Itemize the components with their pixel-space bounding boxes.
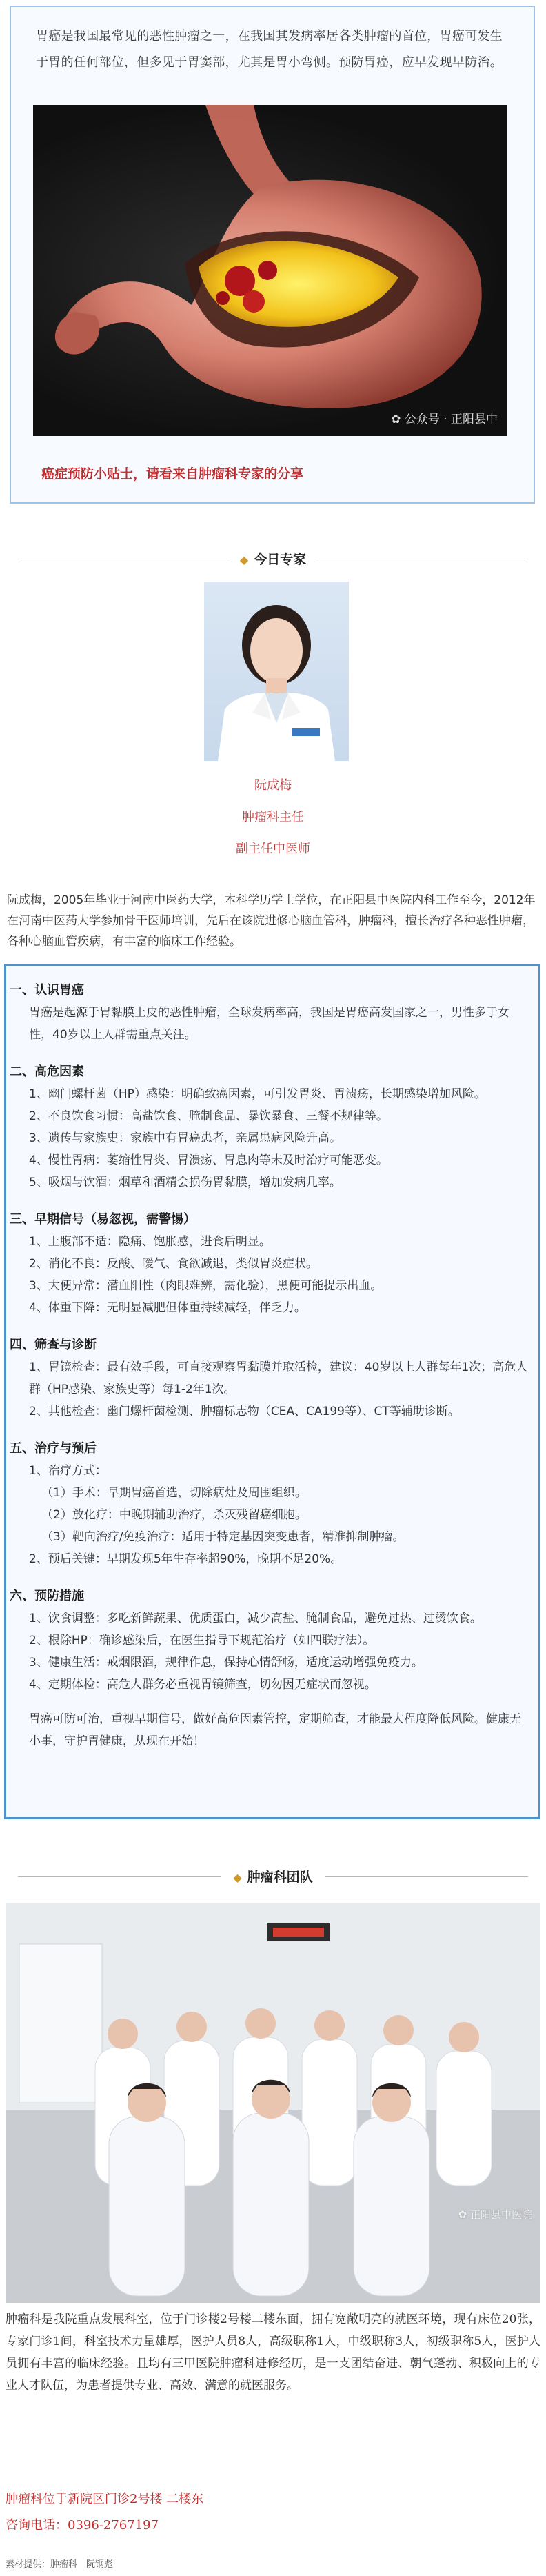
section-heading: 三、早期信号（易忽视，需警惕） [10, 1212, 196, 1227]
section-line: 1、治疗方式： [29, 1464, 107, 1478]
section-line: （1）手术：早期胃癌首选，切除病灶及周围组织。 [41, 1486, 307, 1500]
section-line: 3、大便异常：潜血阳性（肉眼难辨，需化验），黑便可能提示出血。 [29, 1279, 383, 1293]
stomach-illustration [33, 105, 507, 436]
section-line: 2、其他检查：幽门螺杆菌检测、肿瘤标志物（CEA、CA199等）、CT等辅助诊断。 [29, 1405, 460, 1418]
footer-source: 素材提供：肿瘤科 阮钢彪 [6, 2559, 114, 2570]
wechat-watermark: ✿ 公众号 · 正阳县中 [391, 413, 498, 426]
section-line: （2）放化疗：中晚期辅助治疗，杀灭残留癌细胞。 [41, 1508, 307, 1522]
section-line: 2、不良饮食习惯：高盐饮食、腌制食品、暴饮暴食、三餐不规律等。 [29, 1109, 388, 1123]
section-line: 2、消化不良：反酸、嗳气、食欲减退，类似胃炎症状。 [29, 1257, 318, 1271]
tip-caption: 癌症预防小贴士，请看来自肿瘤科专家的分享 [41, 466, 304, 482]
expert-name: 阮成梅 [254, 778, 292, 793]
expert-department: 肿瘤科主任 [242, 810, 304, 824]
section-line: 1、幽门螺杆菌（HP）感染：明确致癌因素，可引发胃炎、胃溃疡，长期感染增加风险。 [29, 1087, 486, 1101]
section-line: 1、上腹部不适：隐痛、饱胀感，进食后明显。 [29, 1235, 271, 1249]
knowledge-content [10, 980, 528, 1752]
team-phone: 咨询电话：0396-2767197 [6, 2518, 159, 2533]
section-line: 2、根除HP：确诊感染后，在医生指导下规范治疗（如四联疗法）。 [29, 1634, 375, 1647]
closing-paragraph: 胃癌可防可治，重视早期信号，做好高危因素管控，定期筛查，才能最大程度降低风险。健康无小事，守护胃健康，从现在开始！ [29, 1712, 521, 1748]
section-line: 3、遗传与家族史：家族中有胃癌患者，亲属患病风险升高。 [29, 1131, 341, 1145]
section-heading: 五、治疗与预后 [10, 1441, 97, 1456]
section-line: 5、吸烟与饮酒：烟草和酒精会损伤胃黏膜，增加发病几率。 [29, 1176, 341, 1189]
team-group-photo-graphic [6, 1903, 540, 2303]
section-line: 4、体重下降：无明显减肥但体重持续减轻，伴乏力。 [29, 1301, 306, 1315]
intro-paragraph: 胃癌是我国最常见的恶性肿瘤之一，在我国其发病率居各类肿瘤的首位，胃癌可发生于胃的任何部位，但多见于胃窦部，尤其是胃小弯侧。预防胃癌，应早发现早防治。 [36, 29, 503, 70]
team-heading-label: 肿瘤科团队 [247, 1870, 313, 1885]
wechat-icon: ✿ [391, 413, 405, 426]
section-line: 4、慢性胃病：萎缩性胃炎、胃溃疡、胃息肉等未及时治疗可能恶变。 [29, 1153, 388, 1167]
section-line: （3）靶向治疗/免疫治疗：适用于特定基因突变患者，精准抑制肿瘤。 [41, 1530, 405, 1544]
wechat-icon: ✿ [458, 2208, 470, 2221]
team-group-photo [6, 1903, 540, 2303]
section-line: 4、定期体检：高危人群务必重视胃镜筛查，切勿因无症状而忽视。 [29, 1678, 376, 1692]
team-heading [0, 1867, 546, 1886]
expert-portrait-graphic [204, 582, 349, 761]
stomach-illustration-graphic [33, 105, 507, 436]
section-heading: 六、预防措施 [10, 1589, 84, 1603]
diamond-icon: ◆ [239, 553, 249, 566]
section-line: 2、预后关键：早期发现5年生存率超90%，晚期不足20%。 [29, 1552, 343, 1566]
section-heading: 二、高危因素 [10, 1064, 84, 1079]
expert-bio: 阮成梅，2005年毕业于河南中医药大学，本科学历学士学位，在正阳县中医院内科工作至今，2012年在河南中医药大学参加骨干医师培训，先后在该院进修心脑血管科，肿瘤科，擅长治疗各种恶性肿瘤，各种心脑血管疾病，有丰富的临床工作经验。 [7, 893, 536, 949]
section-line: 1、饮食调整：多吃新鲜蔬果、优质蛋白，减少高盐、腌制食品，避免过热、过烫饮食。 [29, 1612, 482, 1625]
expert-heading-label: 今日专家 [254, 552, 307, 567]
section-line: 胃癌是起源于胃黏膜上皮的恶性肿瘤，全球发病率高，我国是胃癌高发国家之一，男性多于女性，40岁以上人群需重点关注。 [29, 1006, 509, 1042]
team-photo-watermark: ✿ 正阳县中医院 [458, 2208, 532, 2221]
section-heading: 四、筛查与诊断 [10, 1338, 97, 1352]
section-line: 3、健康生活：戒烟限酒，规律作息，保持心情舒畅，适度运动增强免疫力。 [29, 1656, 423, 1670]
section-line: 1、胃镜检查：最有效手段，可直接观察胃黏膜并取活检，建议：40岁以上人群每年1次；高危人群（HP感染、家族史等）每1-2年1次。 [29, 1360, 528, 1396]
expert-title: 副主任中医师 [236, 842, 310, 856]
team-location: 肿瘤科位于新院区门诊2号楼 二楼东 [6, 2492, 204, 2506]
expert-heading [0, 549, 546, 568]
expert-portrait [204, 582, 349, 761]
section-heading: 一、认识胃癌 [10, 983, 84, 998]
team-description: 肿瘤科是我院重点发展科室，位于门诊楼2号楼二楼东面，拥有宽敞明亮的就医环境，现有床位20张，专家门诊1间，科室技术力量雄厚，医护人员8人，高级职称1人，中级职称3人，初级职称5人，医护人员拥有丰富的临床经验。且均有三甲医院肿瘤科进修经历，是一支团结奋进、朝气蓬勃、积极向上的专业人才队伍，为患者提供专业、高效、满意的就医服务。 [6, 2312, 540, 2392]
diamond-icon: ◆ [233, 1871, 242, 1884]
